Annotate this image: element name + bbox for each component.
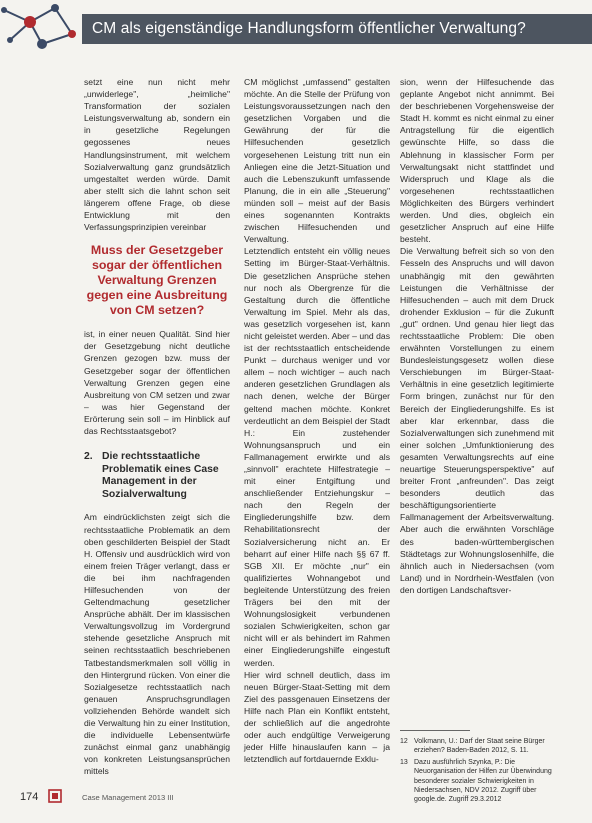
footnote-number: 13 <box>400 758 408 766</box>
journal-logo-icon <box>48 789 62 803</box>
footnote <box>400 737 554 756</box>
section-number: 2. <box>84 451 93 463</box>
paragraph: Letztendlich entsteht ein völlig neues Setting im Bürger-Staat-Verhältnis. Die gesetzlichen Ansprüche stehen nur noch als Obergrenze für die Gestaltung durch die öffentliche Verwaltung im Spiel. Mehr als das, was gesetzlich vorgesehen ist, kann nicht geleistet werden. Aber – und das ist der rechtsstaatlich entscheidende Punkt – durchaus weniger und vor allem – noch wichtiger – auch nach anderen gesetzlichen Grundlagen als nach denen, welche der Bürger geltend machen möchte. Konkret verdeutlicht an dem Beispiel der Stadt H.: Ein zustehender Wohnungsanspruch und ein Fallmanagement erwirkte und als „sinnvoll" erachtete Hilfestrategie – mit einer Entgiftung und anschließender Entziehungskur – nach den Regeln der Eingliederungshilfe bzw. dem Rehabilitationsrecht der Sozialversicherung nicht an. Er beharrt auf einer Hilfe nach §§ 67 ff. SGB XII. Er möchte „nur" ein qualifiziertes Wohnangebot und begleitende Unterstützung des freien Trägers bei den mit der Wohnungslosigkeit verbundenen sozialen Schwierigkeiten, schon gar nicht will er als behindert im Rahmen einer Eingliederungshilfe eingestuft werden. <box>244 246 390 668</box>
paragraph: Die Verwaltung befreit sich so von den Fesseln des Anspruchs und will davon unabhängig mit den gewährten Leistungen die Verhältnisse der Hilfesuchenden – auch mit dem Druck drohender Exklusion – für die Zukunft „gut" ordnen. Und genau hier liegt das rechtsstaatliche Problem: Die oben erwähnten Vorstellungen zu einem Bundesleistungsgesetz wollen diese Verschiebungen im Bürger-Staat-Verhältnis in eine gesetzlich legitimierte Form bringen, zunächst nur für den Bereich der Eingliederungshilfe. Es ist aber klar erkennbar, dass die Sozialverwaltungen sich zunehmend mit einer solchen „Umfunktionierung des gesamten Verwaltungsrechts auf eine neuartige Steuerungsperspektive" auf breiter Front „anfreunden". Das zeigt besonders deutlich das beschäftigungsorientierte Fallmanagement der Arbeitsverwaltung. Aber auch die erwähnten Vorschläge des baden-württembergischen Städtetags zur Wohnungslosenhilfe, die ähnlich auch in Niedersachsen (vom Land) und in Nordrhein-Westfalen (von den dortigen Landschaftsver- <box>400 246 554 595</box>
page-footer <box>20 789 580 809</box>
network-logo-icon <box>0 0 84 54</box>
paragraph: CM möglichst „umfassend" gestalten möchte. An die Stelle der Prüfung von Leistungsvoraussetzungen nach den gesetzlichen Vorgaben und die Gewährung der für die Hilfesuchenden gesetzlich vorgesehenen Leistung tritt nun ein Anliegen eine die Jetzt-Situation und auch die Lebenszukunft umfassende Planung, die in ein alle „Steuerung" münden soll – meist auf der Basis eines sogenannten Kontrakts zwischen Hilfesuchenden und Verwaltung. <box>244 77 390 245</box>
page-header <box>0 0 592 54</box>
footnote-text: Dazu ausführlich Szynka, P.: Die Neuorganisation der Hilfen zur Überwindung besonderer sozialer Schwierigkeiten in Niedersachsen, NDV 2012. Zugriff über google.de. Zugriff 29.3.2012 <box>414 758 552 804</box>
footnote-divider <box>400 730 470 731</box>
section-title: Die rechtsstaatliche Problematik eines Case Management in der Sozialverwaltung <box>102 451 219 500</box>
text-column-2 <box>244 76 390 765</box>
paragraph: Hier wird schnell deutlich, dass im neuen Bürger-Staat-Setting mit dem Ziel des passgenauen Einsetzens der Hilfe nach Plan ein Konflikt entsteht, der schließlich auf die angedrohte oder auch endgültige Verweigerung jeder Hilfe hinauslaufen kann – ja letztendlich auf fortdauernde Exklu- <box>244 669 390 765</box>
text-column-3 <box>400 76 554 807</box>
text-column-1 <box>84 76 230 778</box>
paragraph: ist, in einer neuen Qualität. Sind hier der Gesetzgebung nicht deutliche Grenzen gezogen bzw. muss der Gesetzgeber sogar der öffentlichen Verwaltung Grenzen gegen eine Ausbreitung von CM setzen und zwar – was hier Gegenstand der Erörterung sein soll – im Hinblick auf das Rechtsstaatsgebot? <box>84 329 230 436</box>
page-title: CM als eigenständige Handlungsform öffentlicher Verwaltung? <box>92 20 526 37</box>
footnote-number: 12 <box>400 738 408 746</box>
section-heading <box>84 451 230 501</box>
page-number: 174 <box>20 791 39 803</box>
paragraph: sion, wenn der Hilfesuchende das geplante Angebot nicht annimmt. Bei der beschriebenen Vorgehensweise der Stadt H. kommt es nicht einmal zu einer Antragstellung für die eigentlich gewünschte Hilfe, so dass die Ablehnung in klassischer Form per Verwaltungsakt nicht stattfindet und Widerspruch und Klage als die vorgesehenen rechtsstaatlichen Möglichkeiten des Bürgers verhindert werden. Und dies, obgleich ein gesetzlicher Anspruch auf eine Hilfe besteht. <box>400 77 554 245</box>
pull-quote: Muss der Gesetzgeber sogar der öffentlichen Verwaltung Grenzen gegen eine Ausbreitung von CM setzen? <box>86 243 228 318</box>
journal-name: Case Management 2013 III <box>82 793 174 802</box>
paragraph: Am eindrücklichsten zeigt sich die rechtsstaatliche Problematik an dem oben geschilderten Beispiel der Stadt H. Offensiv und ausdrücklich wird von einem freien Träger verlangt, dass er die bei ihm nachfragenden Hilfesuchenden von der Geltendmachung gesetzlicher Ansprüche abhält. Der im klassischen Verwaltungsvollzug im Vordergrund stehende gesetzliche Anspruch mit seinen rechtsstaatlich beschriebenen Tatbestandsmerkmalen soll völlig in den Hintergrund rücken. Von einer die Sozialgesetze rechtsstaatlich nach genauen Anspruchsgrundlagen vollziehenden Behörde wandelt sich die Verwaltung hin zu einer Institution, die individuelle Lebensentwürfe zunächst einmal ganz unabhängig von konkreten Leistungsansprüchen mittels <box>84 512 230 777</box>
paragraph: setzt eine nun nicht mehr „unwiderlege", „heimliche" Transformation der sozialen Leistungsverwaltung ab, sondern ein in gesetzliche Regelungen gegossenes neues Handlungsinstrument, mit welchem Sozialverwaltung ganz grundsätzlich umgestaltet werden würde. Damit aber stellt sich die lahnt schon seit längerem offene Frage, ob diese Entwicklung mit den Verfassungsprinzipien vereinbar <box>84 77 230 233</box>
footnote-text: Volkmann, U.: Darf der Staat seine Bürger erziehen? Baden-Baden 2012, S. 11. <box>414 738 545 755</box>
